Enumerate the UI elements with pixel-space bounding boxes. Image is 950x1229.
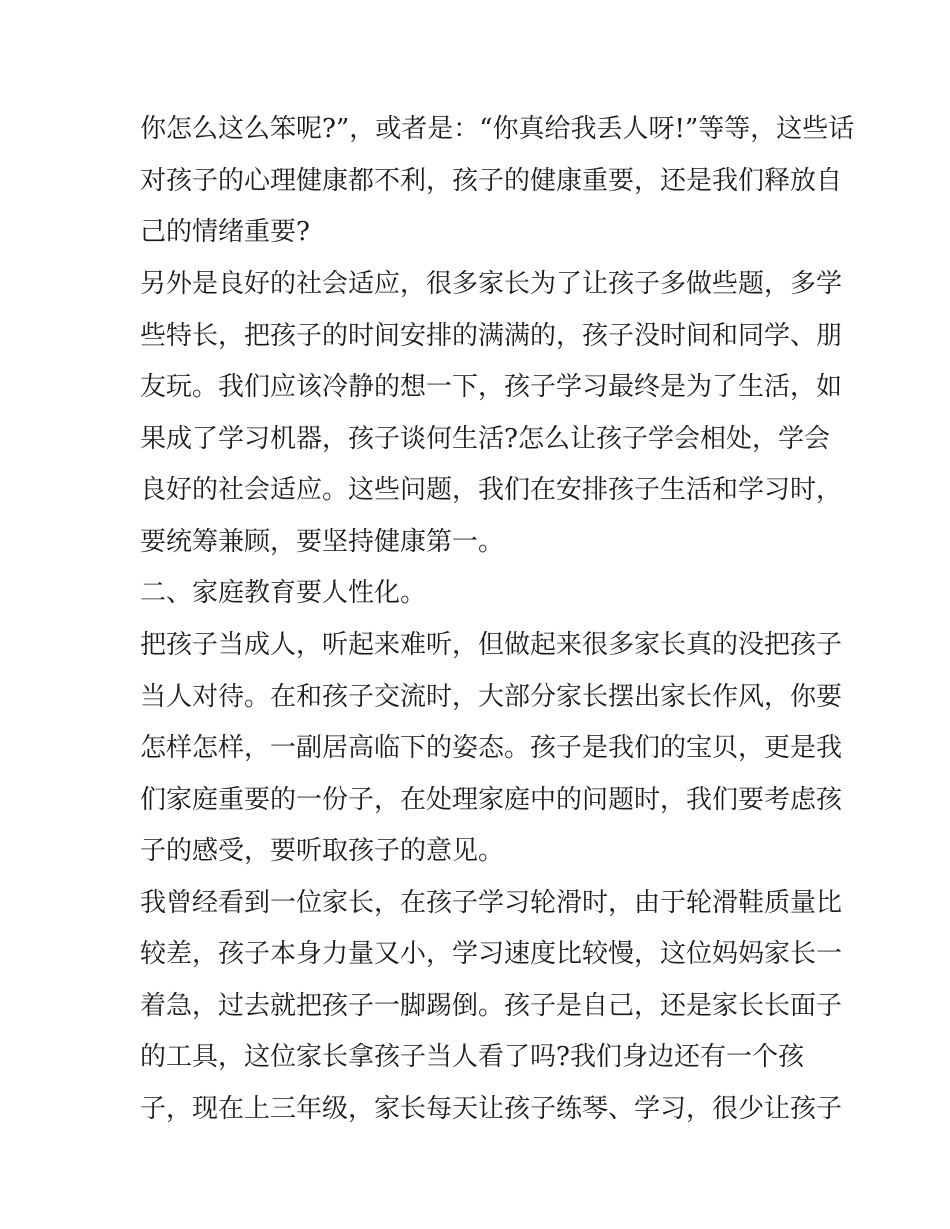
text-line: 们家庭重要的一份子，在处理家庭中的问题时，我们要考虑孩 xyxy=(140,785,843,815)
text-line: 己的情绪重要? xyxy=(140,217,310,247)
text-line: 着急，过去就把孩子一脚踢倒。孩子是自己，还是家长长面子 xyxy=(140,991,843,1021)
text-line: 较差，孩子本身力量又小，学习速度比较慢，这位妈妈家长一 xyxy=(140,939,843,969)
text-line: 的工具，这位家长拿孩子当人看了吗?我们身边还有一个孩 xyxy=(140,1042,804,1072)
text-line: 些特长，把孩子的时间安排的满满的，孩子没时间和同学、朋 xyxy=(140,321,843,351)
text-line: 果成了学习机器，孩子谈何生活?怎么让孩子学会相处，学会 xyxy=(140,424,830,454)
text-line: 你怎么这么笨呢?”，或者是：“你真给我丢人呀!”等等，这些话 xyxy=(140,114,855,144)
text-line: 我曾经看到一位家长，在孩子学习轮滑时，由于轮滑鞋质量比 xyxy=(140,888,843,918)
text-line: 要统筹兼顾，要坚持健康第一。 xyxy=(140,527,505,557)
text-line: 子的感受，要听取孩子的意见。 xyxy=(140,836,505,866)
text-line: 把孩子当成人，听起来难听，但做起来很多家长真的没把孩子 xyxy=(140,630,843,660)
text-line: 怎样怎样，一副居高临下的姿态。孩子是我们的宝贝，更是我 xyxy=(140,733,843,763)
text-line: 对孩子的心理健康都不利，孩子的健康重要，还是我们释放自 xyxy=(140,166,843,196)
text-line: 良好的社会适应。这些问题，我们在安排孩子生活和学习时， xyxy=(140,475,843,505)
text-line: 当人对待。在和孩子交流时，大部分家长摆出家长作风，你要 xyxy=(140,682,843,712)
section-heading: 二、家庭教育要人性化。 xyxy=(140,578,427,608)
text-line: 友玩。我们应该冷静的想一下，孩子学习最终是为了生活，如 xyxy=(140,372,843,402)
text-line: 子，现在上三年级，家长每天让孩子练琴、学习，很少让孩子 xyxy=(140,1094,843,1124)
text-line: 另外是良好的社会适应，很多家长为了让孩子多做些题，多学 xyxy=(140,269,843,299)
